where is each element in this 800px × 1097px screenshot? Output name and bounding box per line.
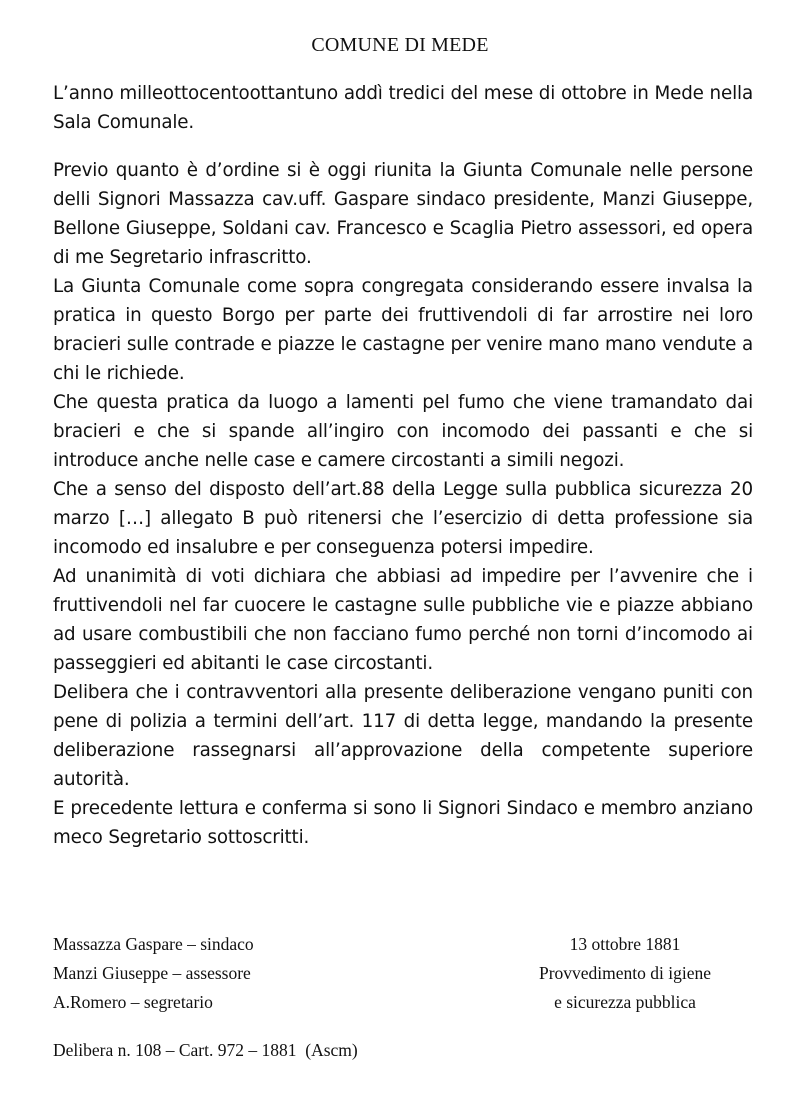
deliberation-date: 13 ottobre 1881 — [569, 934, 681, 954]
signatory-assessor: Manzi Giuseppe – assessore — [53, 963, 251, 983]
paragraph-penalty: Delibera che i contravventori alla presente deliberazione vengano puniti con pene di polizia a termini dell’art. 117 di detta legge, mandando la presente deliberazione rassegnarsi all’approvazione della competente superiore autorità. — [53, 682, 753, 790]
date-subject-block — [500, 930, 750, 1017]
deliberation-body — [53, 156, 753, 852]
document-title: COMUNE DI MEDE — [311, 34, 489, 56]
paragraph-meeting: Previo quanto è d’ordine si è oggi riunita la Giunta Comunale nelle persone delli Signori Massazza cav.uff. Gaspare sindaco presidente, Manzi Giuseppe, Bellone Giuseppe, Soldani cav. Francesco e Scaglia Pietro assessori, ed opera di me Segretario infrascritto. — [53, 160, 753, 268]
paragraph-law: Che a senso del disposto dell’art.88 della Legge sulla pubblica sicurezza 20 marzo […] allegato B può ritenersi che l’esercizio di detta professione sia incomodo ed insalubre e per conseguenza potersi impedire. — [53, 479, 753, 558]
paragraph-decision: Ad unanimità di voti dichiara che abbiasi ad impedire per l’avvenire che i fruttivendoli nel far cuocere le castagne sulle pubbliche vie e piazze abbiano ad usare combustibili che non facciano fumo perché non torni d’incomodo ai passeggieri ed abitanti le case circostanti. — [53, 566, 753, 674]
archive-reference: Delibera n. 108 – Cart. 972 – 1881 (Ascm) — [53, 1040, 358, 1060]
signatories-block — [53, 930, 254, 1017]
signatory-secretary: A.Romero – segretario — [53, 992, 213, 1012]
paragraph-practice: La Giunta Comunale come sopra congregata considerando essere invalsa la pratica in questo Borgo per parte dei fruttivendoli di far arrostire nei loro bracieri sulle contrade e piazze le castagne per venire mano mano vendute a chi le richiede. — [53, 276, 753, 384]
subject-line-2: e sicurezza pubblica — [554, 992, 696, 1012]
intro-paragraph: L’anno milleottocentoottantuno addì tredici del mese di ottobre in Mede nella Sala Comunale. — [53, 83, 753, 133]
paragraph-smoke: Che questa pratica da luogo a lamenti pel fumo che viene tramandato dai bracieri e che si spande all’ingiro con incomodo dei passanti e che si introduce anche nelle case e camere circostanti a simili negozi. — [53, 392, 753, 471]
signatory-mayor: Massazza Gaspare – sindaco — [53, 934, 254, 954]
paragraph-closing: E precedente lettura e conferma si sono li Signori Sindaco e membro anziano meco Segretario sottoscritti. — [53, 798, 753, 848]
subject-line-1: Provvedimento di igiene — [538, 963, 712, 983]
